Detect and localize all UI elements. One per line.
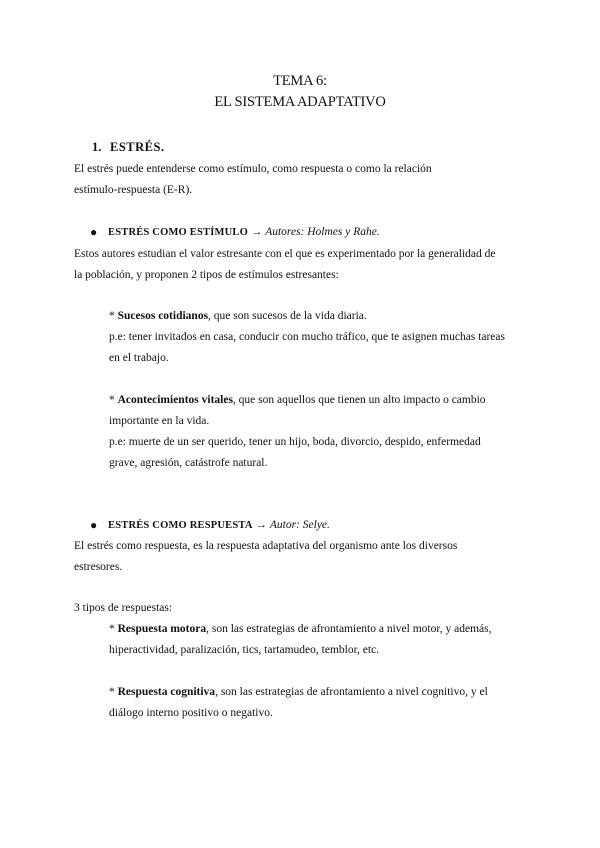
intro-line: estímulo-respuesta (E-R). [74, 184, 193, 196]
estimulo-desc-line: Estos autores estudian el valor estresante con el que es experimentado por la generalidad de [74, 248, 496, 260]
star-marker: * [109, 310, 115, 322]
respuesta-heading-row [108, 518, 330, 533]
section-heading: ESTRÉS. [110, 140, 165, 154]
sucesos-item [109, 309, 367, 323]
motora-item [109, 622, 491, 636]
acontecimientos-term: Acontecimientos vitales [117, 394, 233, 406]
respuesta-desc-line: estresores. [74, 561, 123, 573]
bullet-icon: ● [90, 225, 98, 239]
cognitiva-item [109, 685, 488, 699]
estimulo-authors: Autores: Holmes y Rahe. [265, 226, 380, 238]
types-intro: 3 tipos de respuestas: [74, 602, 173, 614]
estimulo-heading-row [108, 225, 380, 240]
title-line-1: TEMA 6: [273, 73, 327, 89]
cognitiva-line: diálogo interno positivo o negativo. [109, 707, 273, 719]
acontecimientos-line: importante en la vida. [109, 415, 210, 427]
title-line-2: EL SISTEMA ADAPTATIVO [214, 94, 386, 110]
sucesos-term: Sucesos cotidianos [117, 310, 209, 322]
star-marker: * [109, 394, 115, 406]
sucesos-def: , que son sucesos de la vida diaria. [208, 310, 367, 322]
estimulo-desc-line: la población, y proponen 2 tipos de estímulos estresantes: [74, 269, 339, 281]
bullet-icon: ● [90, 518, 98, 532]
motora-line: hiperactividad, paralización, tics, tartamudeo, temblor, etc. [109, 644, 379, 656]
cognitiva-term: Respuesta cognitiva [117, 686, 216, 698]
cognitiva-def: , son las estrategias de afrontamiento a nivel cognitivo, y el [215, 686, 488, 698]
arrow-icon: → [250, 226, 263, 238]
star-marker: * [109, 686, 115, 698]
respuesta-desc-line: El estrés como respuesta, es la respuesta adaptativa del organismo ante los diversos [74, 540, 458, 552]
acontecimientos-line: grave, agresión, catástrofe natural. [109, 457, 268, 469]
respuesta-heading: ESTRÉS COMO RESPUESTA [108, 520, 253, 531]
acontecimientos-line: p.e: muerte de un ser querido, tener un hijo, boda, divorcio, despido, enfermedad [109, 436, 481, 448]
section-number: 1. [92, 140, 102, 154]
acontecimientos-item [109, 393, 486, 407]
estimulo-heading: ESTRÉS COMO ESTÍMULO [108, 227, 248, 238]
respuesta-authors: Autor: Selye. [269, 519, 330, 531]
star-marker: * [109, 623, 115, 635]
motora-term: Respuesta motora [117, 623, 207, 635]
motora-def: , son las estrategias de afrontamiento a nivel motor, y además, [206, 623, 492, 635]
sucesos-example-line: en el trabajo. [109, 352, 169, 364]
acontecimientos-def: , que son aquellos que tienen un alto impacto o cambio [232, 394, 486, 406]
sucesos-example-line: p.e: tener invitados en casa, conducir con mucho tráfico, que te asignen muchas tareas [109, 331, 505, 343]
arrow-icon: → [255, 519, 267, 531]
intro-line: El estrés puede entenderse como estímulo, como respuesta o como la relación [74, 163, 432, 175]
